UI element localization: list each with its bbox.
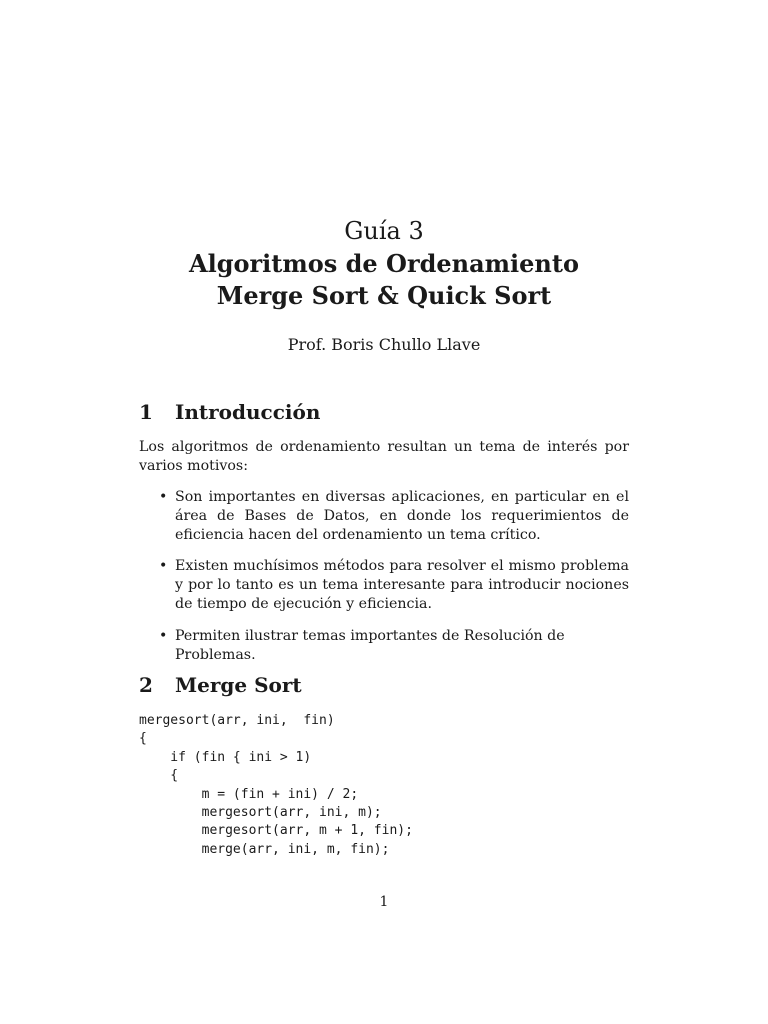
section-1-intro xyxy=(139,438,629,476)
section-2-heading xyxy=(139,671,302,699)
section-2-number: 2 xyxy=(139,673,153,697)
section-2-title: Merge Sort xyxy=(175,673,302,697)
list-item xyxy=(159,557,629,614)
bullet-text: Son importantes en diversas aplicaciones, en particular en el área de Bases de Datos, en donde los requerimientos de eficiencia hacen del ordenamiento un tema crítico. xyxy=(175,489,629,543)
page-number: 1 xyxy=(379,894,389,910)
section-1-heading xyxy=(139,398,320,426)
section-1-intro-text: Los algoritmos de ordenamiento resultan un tema de interés por varios motivos: xyxy=(139,439,629,474)
author-line: Prof. Boris Chullo Llave xyxy=(287,335,481,354)
bullet-icon: • xyxy=(159,558,168,574)
bullet-text: Existen muchísimos métodos para resolver el mismo problema y por lo tanto es un tema interesante para introducir nociones de tiempo de ejecución y eficiencia. xyxy=(175,558,629,612)
document-title: Algoritmos de Ordenamiento xyxy=(189,249,579,278)
list-item xyxy=(159,488,629,545)
code-listing: mergesort(arr, ini, fin) { if (fin { ini > 1) { m = (fin + ini) / 2; mergesort(arr, ini, m); mergesort(arr, m + 1, fin); merge(arr, ini, m, fin); xyxy=(139,713,413,857)
document-subtitle: Merge Sort & Quick Sort xyxy=(216,281,552,310)
bullet-icon: • xyxy=(159,489,168,505)
bullet-text: Permiten ilustrar temas importantes de Resolución de Problemas. xyxy=(175,628,565,663)
list-item xyxy=(159,627,629,665)
bullet-icon: • xyxy=(159,628,168,644)
guide-label: Guía 3 xyxy=(344,217,424,245)
section-1-title: Introducción xyxy=(175,400,321,424)
section-1-number: 1 xyxy=(139,400,153,424)
